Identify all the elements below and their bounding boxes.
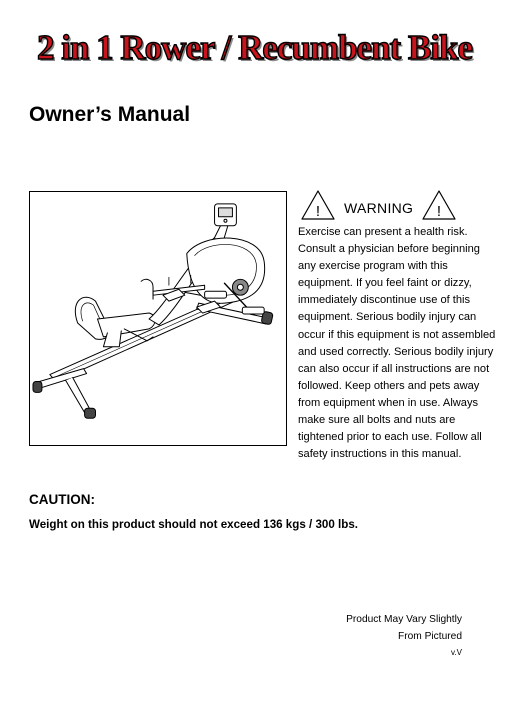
warning-heading: WARNING	[344, 200, 414, 216]
warning-line: safety instructions in this manual.	[298, 448, 462, 461]
warning-line: Consult a physician before beginning	[298, 243, 480, 256]
warning-line: occur if this equipment is not assembled	[298, 328, 496, 341]
warning-line: equipment. If you feel faint or dizzy,	[298, 277, 472, 290]
warning-triangle-icon	[300, 189, 336, 221]
warning-line: make sure all bolts and nuts are	[298, 414, 456, 427]
svg-text:!: !	[315, 203, 321, 220]
warning-line: immediately discontinue use of this	[298, 294, 471, 307]
svg-text:!: !	[436, 203, 442, 220]
warning-text	[298, 224, 496, 463]
version-label: v.V	[451, 648, 462, 657]
warning-line: and used correctly. Serious bodily injury	[298, 345, 494, 358]
warning-triangle-icon	[421, 189, 457, 221]
warning-line: equipment. Serious bodily injury can	[298, 311, 477, 324]
document-subtitle: Owner’s Manual	[29, 103, 191, 126]
caution-heading: CAUTION:	[29, 492, 95, 507]
caution-text: Weight on this product should not exceed 136 kgs / 300 lbs.	[29, 518, 358, 531]
footer-line-1: Product May Vary Slightly	[346, 614, 462, 625]
warning-line: tightened prior to each use. Follow all	[298, 431, 482, 444]
product-illustration	[29, 191, 287, 446]
warning-line: followed. Keep others and pets away	[298, 379, 480, 392]
warning-line: Exercise can present a health risk.	[298, 226, 468, 238]
warning-header	[300, 189, 460, 223]
document-title: 2 in 1 Rower / Recumbent Bike	[36, 28, 473, 67]
warning-line: any exercise program with this	[298, 260, 448, 273]
warning-line: can also occur if all instructions are not	[298, 362, 490, 375]
warning-line: from equipment when in use. Always	[298, 396, 479, 409]
footer-line-2: From Pictured	[398, 631, 462, 642]
footer-note	[346, 611, 462, 660]
